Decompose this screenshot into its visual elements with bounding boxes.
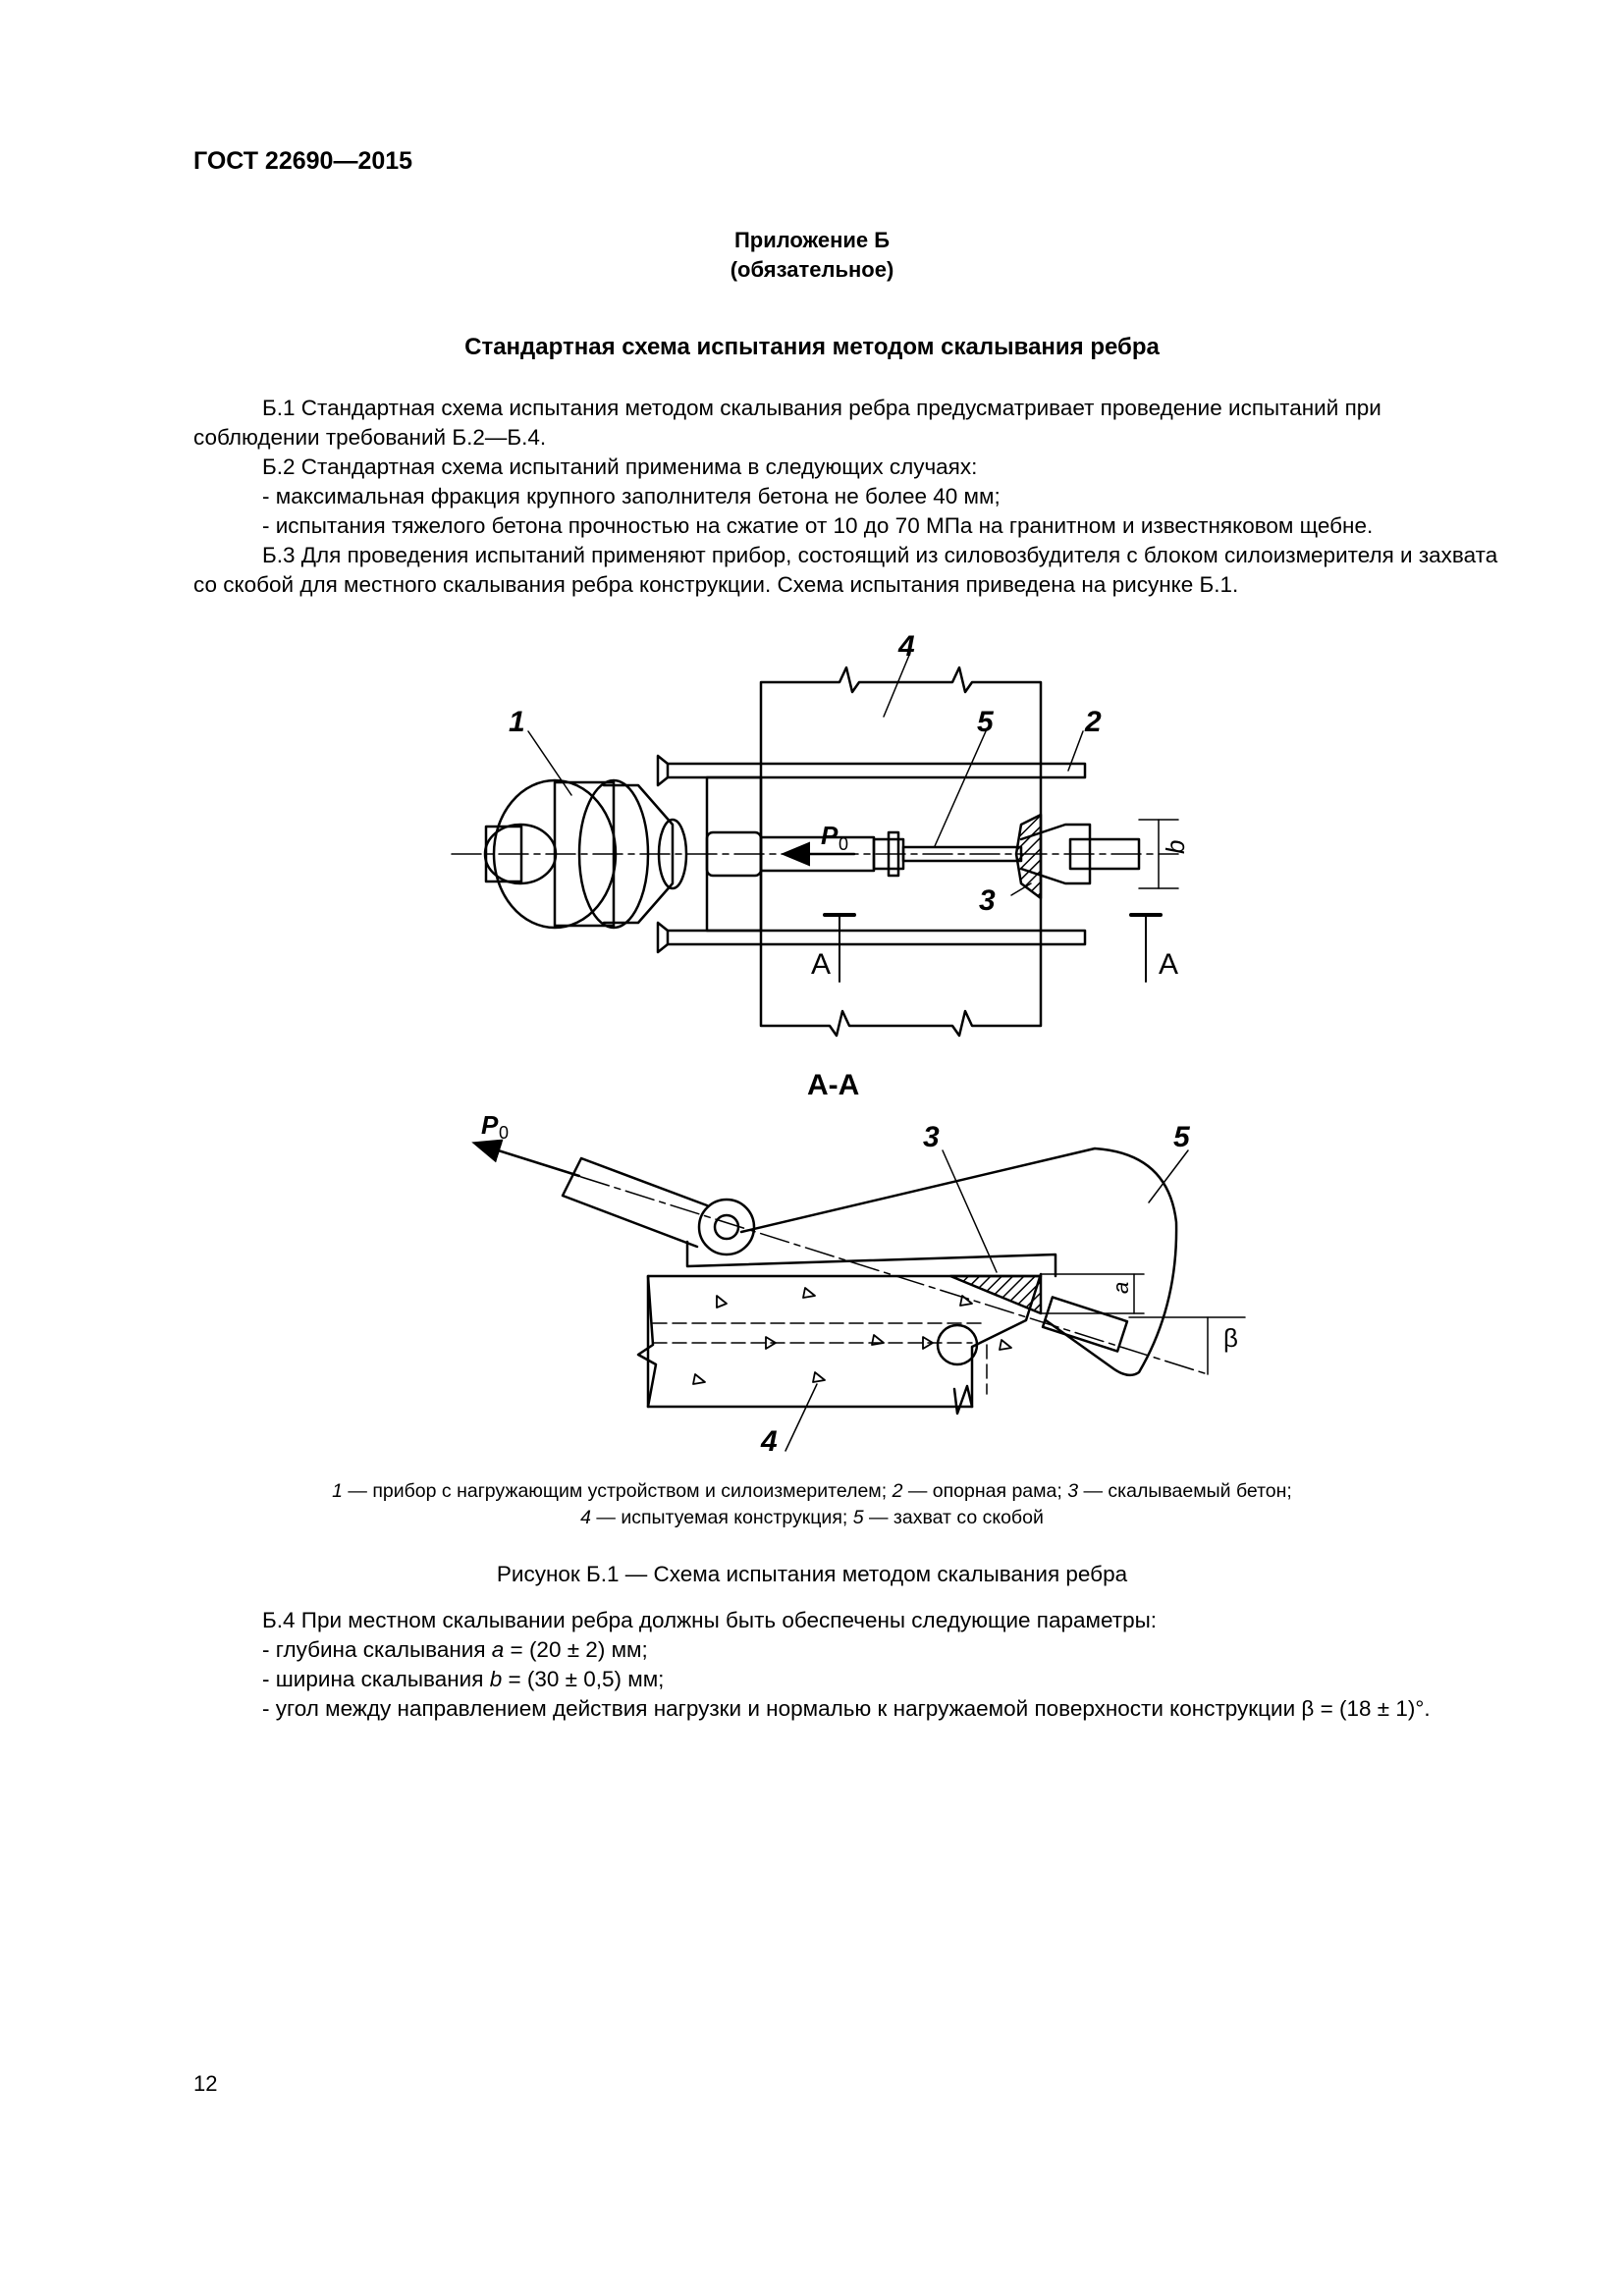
list-item [193,1665,1507,1694]
list-item: - максимальная фракция крупного заполнителя бетона не более 40 мм; [262,484,1001,508]
depth-text: - глубина скалывания [262,1637,492,1662]
page-number: 12 [193,2071,218,2096]
width-text: - ширина скалывания [262,1667,490,1691]
label-5-section: 5 [1173,1121,1190,1153]
legend-line-2 [0,1505,1624,1531]
section-title: Стандартная схема испытания методом скалывания ребра [464,334,1160,360]
width-value: = (30 ± 0,5) мм; [502,1667,665,1691]
section-title-aa: А-А [807,1069,860,1101]
legend-num-1: 1 [332,1480,343,1502]
grip-bracket [563,1148,1176,1375]
paragraph-b3: Б.3 Для проведения испытаний применяют прибор, состоящий из силовозбудителя с блоком силоизмерителя и захвата со скобой для местного скалывания ребра конструкции. Схема испытания приведена на рисунке Б.1. [193,543,1498,597]
force-label-section: P [481,1110,499,1140]
label-3: 3 [979,884,996,917]
appendix-status: (обязательное) [730,257,894,282]
legend-text-5: — захват со скобой [863,1507,1044,1528]
label-5: 5 [977,706,994,738]
depth-value: = (20 ± 2) мм; [504,1637,648,1662]
section-mark-a-right: А [1159,948,1179,981]
legend-text-1: — прибор с нагружающим устройством и силоизмерителем; [343,1480,893,1502]
paragraph-b4: Б.4 При местном скалывании ребра должны быть обеспечены следующие параметры: [262,1608,1158,1632]
figure-legend [0,1478,1624,1531]
paragraph-b1: Б.1 Стандартная схема испытания методом скалывания ребра предусматривает проведение испытаний при соблюдении требований Б.2—Б.4. [193,396,1381,450]
list-item: - испытания тяжелого бетона прочностью на сжатие от 10 до 70 МПа на гранитном и известняковом щебне. [262,513,1374,538]
figure-caption: Рисунок Б.1 — Схема испытания методом скалывания ребра [496,1562,1128,1586]
force-label-section-sub: 0 [499,1123,510,1143]
legend-text-2: — опорная рама; [902,1480,1068,1502]
body-text [193,394,1507,600]
legend-text-4: — испытуемая конструкция; [591,1507,853,1528]
section-mark-a-left: А [811,948,832,981]
list-item [193,1635,1507,1665]
document-code: ГОСТ 22690—2015 [193,147,413,175]
label-3-section: 3 [923,1121,940,1153]
section-b4 [193,1606,1507,1724]
structure-section [638,1274,1041,1414]
list-item: - угол между направлением действия нагрузки и нормалью к нагружаемой поверхности конструкции β = (18 ± 1)°. [262,1696,1431,1721]
angle-beta: β [1223,1323,1238,1353]
legend-num-5: 5 [852,1507,864,1528]
legend-num-4: 4 [580,1507,591,1528]
appendix-title: Приложение Б [733,228,891,252]
legend-text-3: — скалываемый бетон; [1078,1480,1292,1502]
appendix-heading [0,226,1624,285]
dimension-a: a [1109,1281,1133,1294]
legend-line-1 [0,1478,1624,1505]
force-label: P [821,821,839,850]
label-1: 1 [509,706,525,738]
label-4: 4 [898,630,915,663]
figure-b1 [0,609,1624,1472]
legend-num-3: 3 [1067,1480,1079,1502]
legend-num-2: 2 [892,1480,903,1502]
force-label-sub: 0 [839,834,849,854]
label-2: 2 [1085,706,1102,738]
structure-top-view [761,667,1041,1036]
paragraph-b2: Б.2 Стандартная схема испытаний применима в следующих случаях: [262,454,978,479]
dimension-b: b [1161,839,1190,854]
depth-var: a [491,1637,505,1662]
label-4-section: 4 [761,1425,778,1458]
width-var: b [489,1667,503,1691]
